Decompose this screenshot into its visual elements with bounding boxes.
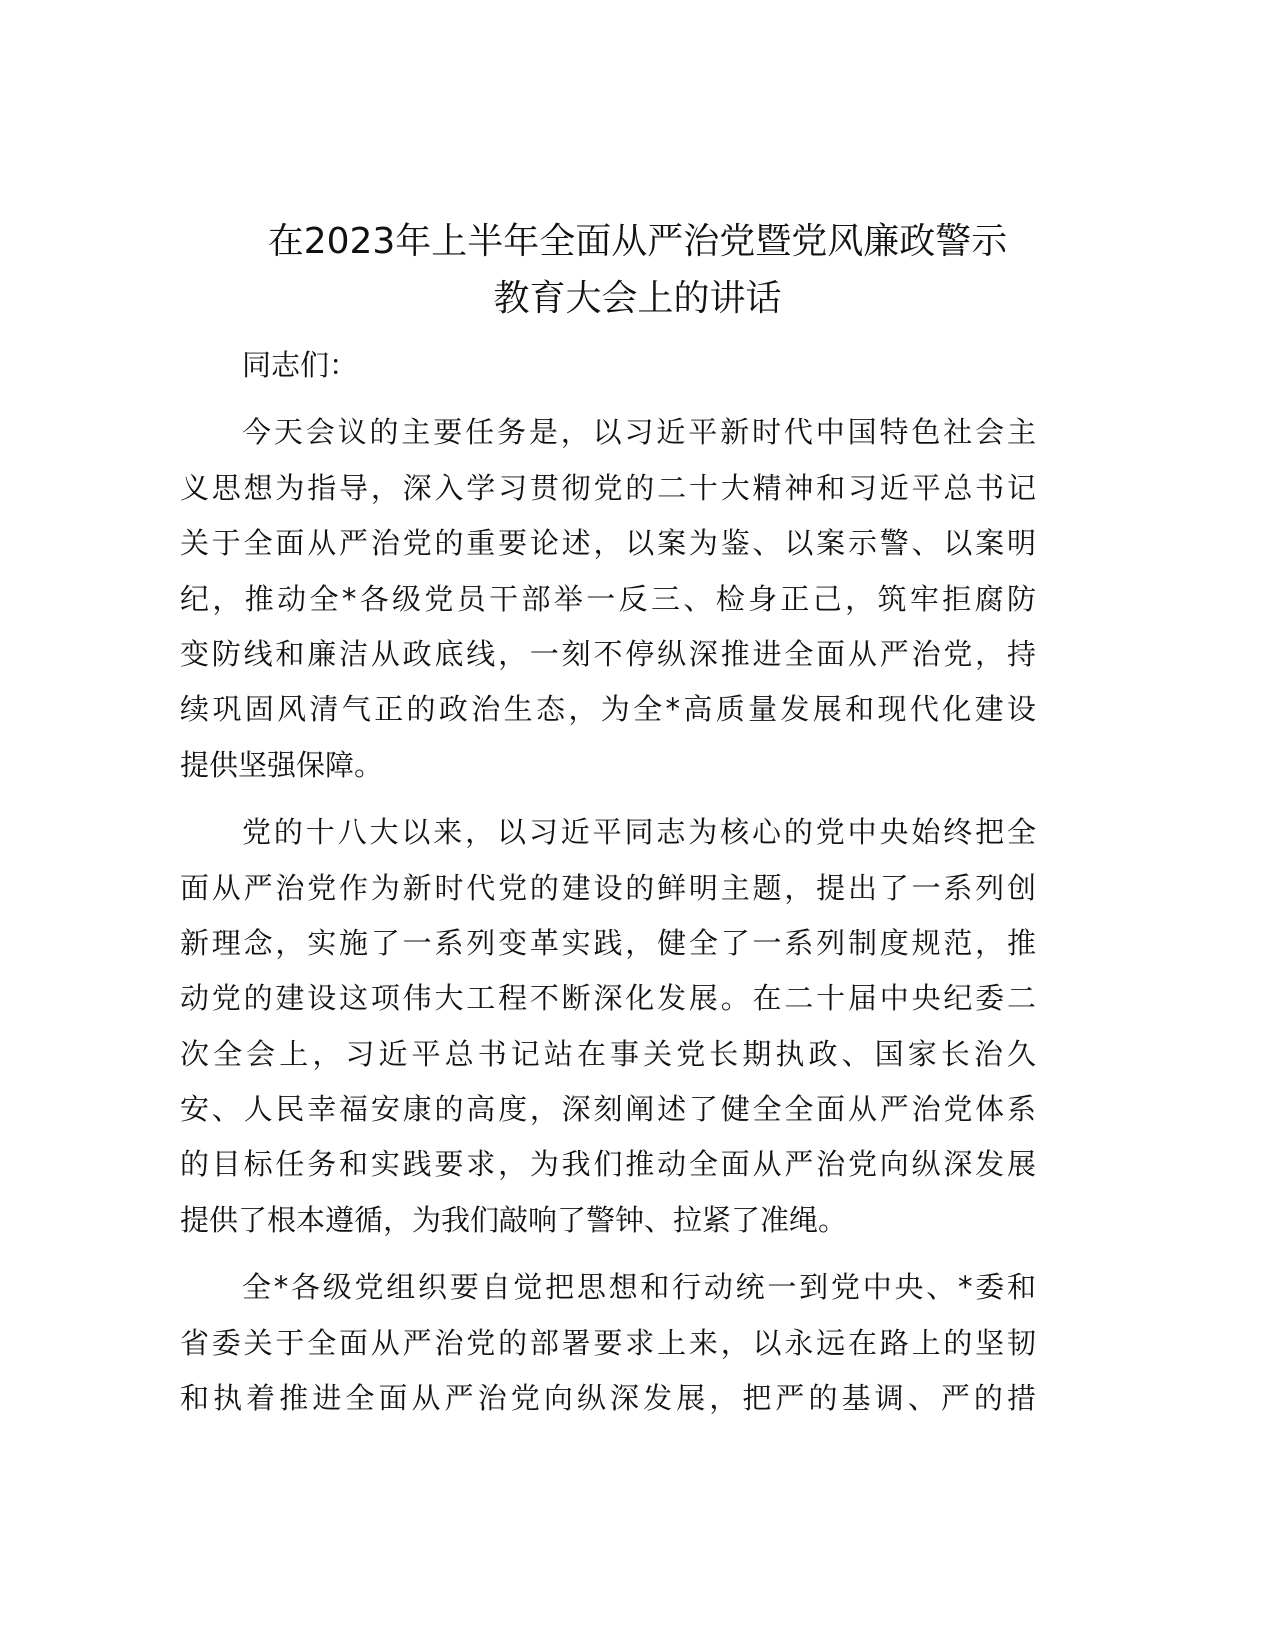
paragraph-line: 全*各级党组织要自觉把思想和行动统一到党中央、*委和 [242,1270,1036,1305]
paragraph-line: 变防线和廉洁从政底线，一刻不停纵深推进全面从严治党，持 [180,636,1036,671]
paragraph-line: 的目标任务和实践要求，为我们推动全面从严治党向纵深发展 [180,1147,1036,1182]
paragraph-line: 新理念，实施了一系列变革实践，健全了一系列制度规范，推 [180,925,1036,960]
salutation: 同志们： [242,348,359,382]
paragraph-line: 动党的建设这项伟大工程不断深化发展。在二十届中央纪委二 [180,981,1036,1016]
paragraph-line: 关于全面从严治党的重要论述，以案为鉴、以案示警、以案明 [180,526,1036,561]
paragraph-line: 纪，推动全*各级党员干部举一反三、检身正己，筑牢拒腐防 [180,581,1036,616]
document-title [150,213,1125,327]
paragraph-line: 提供了根本遵循，为我们敲响了警钟、拉紧了准绳。 [180,1202,848,1237]
paragraph-line: 安、人民幸福安康的高度，深刻阐述了健全全面从严治党体系 [180,1092,1036,1127]
paragraph-line: 党的十八大以来，以习近平同志为核心的党中央始终把全 [242,815,1036,850]
paragraph [180,1260,1036,1426]
paragraph [180,805,1036,1248]
paragraph-line: 提供坚强保障。 [180,747,384,782]
paragraph-line: 续巩固风清气正的政治生态，为全*高质量发展和现代化建设 [180,692,1036,727]
title-line-2: 教育大会上的讲话 [493,278,782,319]
paragraph-line: 面从严治党作为新时代党的建设的鲜明主题，提出了一系列创 [180,870,1036,905]
paragraph-line: 今天会议的主要任务是，以习近平新时代中国特色社会主 [242,415,1036,450]
paragraph-line: 义思想为指导，深入学习贯彻党的二十大精神和习近平总书记 [180,470,1036,505]
paragraph-line: 次全会上，习近平总书记站在事关党长期执政、国家长治久 [180,1036,1036,1071]
paragraph-line: 和执着推进全面从严治党向纵深发展，把严的基调、严的措 [180,1381,1036,1416]
title-line-1: 在2023年上半年全面从严治党暨党风廉政警示 [267,221,1008,262]
paragraph-line: 省委关于全面从严治党的部署要求上来，以永远在路上的坚韧 [180,1325,1036,1360]
paragraph [180,405,1036,793]
document-body [180,338,1036,1438]
